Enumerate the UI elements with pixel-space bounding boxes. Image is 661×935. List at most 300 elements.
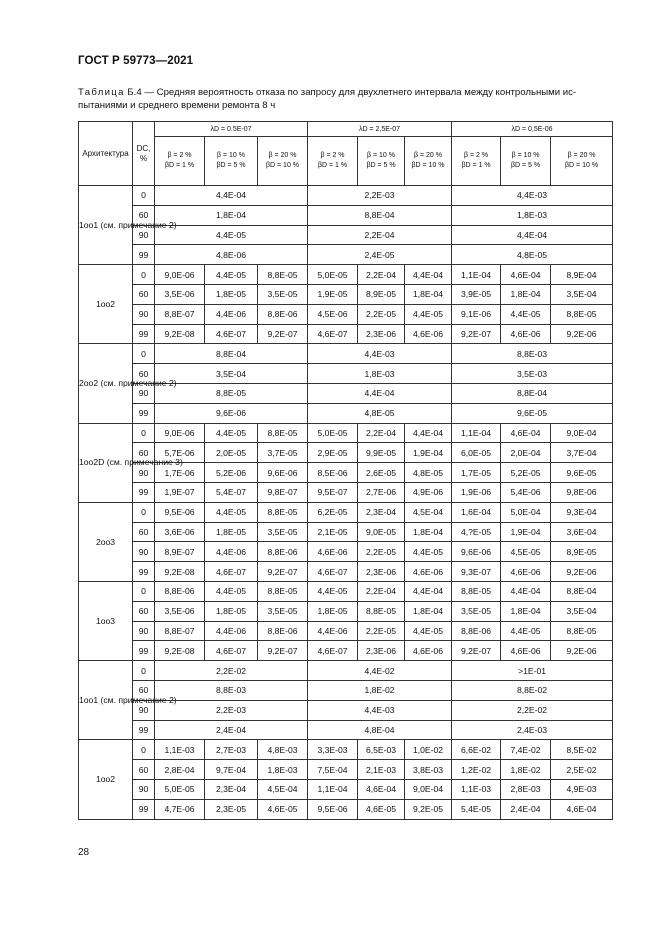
value-cell: 9,8E-06 [551, 482, 613, 502]
value-cell: 9,6E-05 [551, 463, 613, 483]
value-cell: 2,5E-02 [551, 760, 613, 780]
value-cell: 2,9E-05 [308, 443, 358, 463]
value-cell: 9,0E-04 [405, 779, 452, 799]
value-cell: 1,9E-06 [452, 482, 501, 502]
value-cell: 1,8E-03 [452, 205, 613, 225]
architecture-cell: 1oo3 [79, 581, 133, 660]
value-cell: 9,2E-07 [452, 641, 501, 661]
value-cell: 8,8E-07 [155, 621, 205, 641]
table-row [79, 522, 613, 542]
dc-cell: 60 [133, 680, 155, 700]
table-row [79, 562, 613, 582]
value-cell: 3,6E-06 [155, 522, 205, 542]
dc-cell: 90 [133, 621, 155, 641]
value-cell: 8,8E-04 [155, 344, 308, 364]
value-cell: 2,3E-06 [358, 641, 405, 661]
value-cell: 9,6E-06 [452, 542, 501, 562]
value-cell: 6,2E-05 [308, 502, 358, 522]
table-row [79, 304, 613, 324]
value-cell: 3,9E-05 [452, 284, 501, 304]
dc-cell: 90 [133, 779, 155, 799]
dc-cell: 90 [133, 463, 155, 483]
value-cell: 8,8E-04 [452, 383, 613, 403]
value-cell: 2,2E-03 [155, 700, 308, 720]
value-cell: 1,8E-04 [155, 205, 308, 225]
dc-cell: 99 [133, 482, 155, 502]
beta-header [452, 137, 501, 186]
value-cell: 4,4E-05 [205, 502, 258, 522]
value-cell: 9,0E-05 [358, 522, 405, 542]
value-cell: 4,4E-06 [205, 542, 258, 562]
value-cell: 4,?E-05 [452, 522, 501, 542]
value-cell: 5,2E-05 [501, 463, 551, 483]
value-cell: 4,4E-04 [308, 383, 452, 403]
value-cell: 2,0E-05 [205, 443, 258, 463]
value-cell: 4,5E-06 [308, 304, 358, 324]
dc-cell: 60 [133, 364, 155, 384]
value-cell: 9,2E-07 [258, 641, 308, 661]
value-cell: 2,3E-04 [205, 779, 258, 799]
dc-cell: 90 [133, 383, 155, 403]
value-cell: 2,3E-06 [358, 562, 405, 582]
dc-cell: 90 [133, 225, 155, 245]
value-cell: 9,3E-04 [551, 502, 613, 522]
value-cell: 2,3E-04 [358, 502, 405, 522]
value-cell: 2,7E-06 [358, 482, 405, 502]
beta-header [308, 137, 358, 186]
dc-cell: 60 [133, 760, 155, 780]
beta-header [155, 137, 205, 186]
dc-cell: 0 [133, 661, 155, 681]
value-cell: 2,2E-02 [452, 700, 613, 720]
dc-cell: 0 [133, 344, 155, 364]
value-cell: 9,6E-06 [258, 463, 308, 483]
value-cell: 4,6E-06 [405, 562, 452, 582]
value-cell: 9,2E-06 [551, 324, 613, 344]
value-cell: 4,4E-05 [205, 265, 258, 285]
value-cell: 8,5E-02 [551, 740, 613, 760]
beta-d-value: βD = 10 % [266, 162, 300, 169]
beta-value: β = 20 % [268, 152, 297, 159]
table-row [79, 482, 613, 502]
value-cell: 2,2E-04 [358, 581, 405, 601]
value-cell: 9,2E-07 [258, 562, 308, 582]
value-cell: 8,9E-05 [551, 542, 613, 562]
dc-header-label: DC, [136, 143, 151, 153]
dc-cell: 90 [133, 700, 155, 720]
value-cell: 5,4E-06 [501, 482, 551, 502]
value-cell: 8,8E-05 [551, 621, 613, 641]
value-cell: 1,9E-05 [308, 284, 358, 304]
table-row [79, 284, 613, 304]
dc-cell: 0 [133, 423, 155, 443]
value-cell: 3,8E-03 [405, 760, 452, 780]
beta-d-value: βD = 5 % [366, 162, 396, 169]
value-cell: 9,8E-07 [258, 482, 308, 502]
caption-text: — Средняя вероятность отказа по запросу для двухлетнего интервала между контрольными испытаниями и среднего времени ремонта 8 ч [78, 87, 577, 111]
beta-d-value: βD = 5 % [510, 162, 541, 169]
value-cell: 9,0E-04 [551, 423, 613, 443]
value-cell: 8,8E-06 [452, 621, 501, 641]
value-cell: 1,8E-04 [501, 601, 551, 621]
table-row [79, 760, 613, 780]
value-cell: 4,6E-07 [205, 324, 258, 344]
value-cell: 1,8E-03 [258, 760, 308, 780]
value-cell: 8,8E-05 [155, 383, 308, 403]
value-cell: 1,1E-04 [452, 423, 501, 443]
value-cell: 3,5E-04 [551, 601, 613, 621]
value-cell: 4,6E-07 [308, 562, 358, 582]
beta-header [405, 137, 452, 186]
beta-d-value: βD = 10 % [411, 162, 445, 169]
value-cell: 9,2E-05 [405, 799, 452, 819]
value-cell: 1,7E-06 [155, 463, 205, 483]
value-cell: 4,4E-02 [308, 661, 452, 681]
value-cell: 4,4E-05 [205, 581, 258, 601]
value-cell: 4,6E-05 [258, 799, 308, 819]
value-cell: 4,6E-06 [501, 324, 551, 344]
value-cell: 1,6E-04 [452, 502, 501, 522]
dc-cell: 99 [133, 562, 155, 582]
value-cell: 3,5E-03 [452, 364, 613, 384]
dc-cell: 99 [133, 403, 155, 423]
value-cell: 3,6E-04 [551, 522, 613, 542]
table-row [79, 661, 613, 681]
dc-cell: 0 [133, 581, 155, 601]
value-cell: 1,8E-04 [501, 284, 551, 304]
value-cell: 4,4E-06 [205, 304, 258, 324]
value-cell: 8,8E-05 [551, 304, 613, 324]
value-cell: 4,5E-04 [405, 502, 452, 522]
value-cell: 4,4E-05 [405, 304, 452, 324]
value-cell: 4,4E-04 [405, 423, 452, 443]
table-caption [78, 86, 618, 112]
value-cell: 3,5E-06 [155, 284, 205, 304]
value-cell: 4,4E-04 [501, 581, 551, 601]
table-row [79, 621, 613, 641]
value-cell: 4,9E-06 [405, 482, 452, 502]
value-cell: 4,8E-03 [258, 740, 308, 760]
beta-value: β = 10 % [367, 152, 395, 159]
table-body [79, 186, 613, 820]
value-cell: 4,8E-04 [308, 720, 452, 740]
table-row [79, 641, 613, 661]
value-cell: 2,2E-04 [358, 265, 405, 285]
value-cell: 2,4E-03 [452, 720, 613, 740]
value-cell: 1,8E-04 [405, 601, 452, 621]
value-cell: 4,8E-06 [155, 245, 308, 265]
value-cell: 3,5E-05 [452, 601, 501, 621]
table-row [79, 740, 613, 760]
value-cell: 9,0E-06 [155, 265, 205, 285]
value-cell: 4,6E-05 [358, 799, 405, 819]
value-cell: 8,8E-02 [452, 680, 613, 700]
table-row [79, 324, 613, 344]
value-cell: 2,3E-05 [205, 799, 258, 819]
value-cell: 1,8E-02 [501, 760, 551, 780]
beta-d-value: βD = 1 % [317, 162, 348, 169]
value-cell: 4,6E-06 [405, 324, 452, 344]
value-cell: 1,9E-04 [405, 443, 452, 463]
value-cell: 9,5E-07 [308, 482, 358, 502]
value-cell: 5,0E-05 [308, 265, 358, 285]
value-cell: 8,8E-05 [258, 581, 308, 601]
value-cell: 1,0E-02 [405, 740, 452, 760]
table-row [79, 265, 613, 285]
dc-cell: 99 [133, 641, 155, 661]
value-cell: 4,4E-05 [405, 542, 452, 562]
beta-d-value: βD = 10 % [565, 162, 599, 169]
value-cell: 1,1E-04 [308, 779, 358, 799]
value-cell: 1,1E-03 [452, 779, 501, 799]
value-cell: 4,6E-07 [205, 562, 258, 582]
value-cell: 1,9E-04 [501, 522, 551, 542]
value-cell: 3,7E-05 [258, 443, 308, 463]
value-cell: 4,6E-04 [501, 423, 551, 443]
value-cell: 5,0E-04 [501, 502, 551, 522]
dc-cell: 60 [133, 522, 155, 542]
value-cell: 1,8E-05 [308, 601, 358, 621]
value-cell: 4,4E-05 [405, 621, 452, 641]
value-cell: 3,5E-05 [258, 601, 308, 621]
value-cell: 9,2E-08 [155, 562, 205, 582]
beta-d-value: βD = 1 % [461, 162, 491, 169]
value-cell: 6,0E-05 [452, 443, 501, 463]
beta-header [205, 137, 258, 186]
dc-cell: 0 [133, 502, 155, 522]
value-cell: 4,4E-04 [155, 186, 308, 206]
value-cell: 2,6E-05 [358, 463, 405, 483]
architecture-cell: 1oo1 (см. примечание 2) [79, 661, 133, 740]
value-cell: 1,8E-02 [308, 680, 452, 700]
dc-header [133, 122, 155, 186]
value-cell: 2,2E-04 [308, 225, 452, 245]
value-cell: 2,2E-05 [358, 542, 405, 562]
dc-cell: 60 [133, 284, 155, 304]
value-cell: 8,8E-03 [155, 680, 308, 700]
table-row [79, 423, 613, 443]
value-cell: 4,4E-05 [501, 621, 551, 641]
value-cell: 9,7E-04 [205, 760, 258, 780]
value-cell: 3,5E-06 [155, 601, 205, 621]
value-cell: 4,4E-03 [308, 700, 452, 720]
value-cell: 4,4E-04 [452, 225, 613, 245]
beta-d-value: βD = 1 % [164, 162, 195, 169]
value-cell: 1,8E-05 [205, 522, 258, 542]
value-cell: 2,8E-03 [501, 779, 551, 799]
lambda-header-3: λD = 0,5E-06 [452, 122, 613, 137]
beta-header [258, 137, 308, 186]
value-cell: 9,0E-06 [155, 423, 205, 443]
value-cell: 8,8E-05 [452, 581, 501, 601]
architecture-cell: 2oo3 [79, 502, 133, 581]
value-cell: 8,8E-05 [358, 601, 405, 621]
value-cell: 1,9E-07 [155, 482, 205, 502]
table-row [79, 581, 613, 601]
value-cell: 9,2E-08 [155, 641, 205, 661]
value-cell: 8,8E-06 [258, 621, 308, 641]
table-row [79, 403, 613, 423]
beta-value: β = 2 % [167, 152, 192, 159]
value-cell: 4,4E-06 [308, 621, 358, 641]
value-cell: 8,8E-07 [155, 304, 205, 324]
value-cell: 4,6E-07 [205, 641, 258, 661]
value-cell: 6,6E-02 [452, 740, 501, 760]
value-cell: 2,1E-05 [308, 522, 358, 542]
value-cell: 4,6E-07 [308, 324, 358, 344]
value-cell: 5,0E-05 [155, 779, 205, 799]
value-cell: 4,6E-06 [308, 542, 358, 562]
probability-table [78, 121, 613, 820]
value-cell: 9,2E-06 [551, 641, 613, 661]
value-cell: 3,5E-04 [155, 364, 308, 384]
value-cell: 3,7E-04 [551, 443, 613, 463]
value-cell: >1E-01 [452, 661, 613, 681]
value-cell: 4,6E-04 [551, 799, 613, 819]
value-cell: 4,4E-04 [405, 265, 452, 285]
beta-value: β = 2 % [320, 152, 345, 159]
value-cell: 4,4E-05 [308, 581, 358, 601]
value-cell: 7,5E-04 [308, 760, 358, 780]
value-cell: 2,1E-03 [358, 760, 405, 780]
table-row [79, 799, 613, 819]
dc-header-unit: % [139, 153, 148, 163]
dc-cell: 0 [133, 186, 155, 206]
lambda-header-1: λD = 0.5E-07 [155, 122, 308, 137]
value-cell: 4,6E-06 [501, 562, 551, 582]
caption-label: Таблица [78, 87, 125, 98]
value-cell: 1,8E-04 [405, 522, 452, 542]
dc-cell: 99 [133, 720, 155, 740]
value-cell: 4,4E-05 [155, 225, 308, 245]
value-cell: 7,4E-02 [501, 740, 551, 760]
value-cell: 1,7E-05 [452, 463, 501, 483]
dc-cell: 0 [133, 265, 155, 285]
value-cell: 2,0E-04 [501, 443, 551, 463]
architecture-cell: 1oo2 [79, 740, 133, 819]
beta-value: β = 10 % [511, 152, 540, 159]
table-row [79, 601, 613, 621]
value-cell: 8,5E-06 [308, 463, 358, 483]
architecture-cell: 1oo2 [79, 265, 133, 344]
dc-cell: 0 [133, 740, 155, 760]
value-cell: 9,9E-05 [358, 443, 405, 463]
value-cell: 9,6E-05 [452, 403, 613, 423]
architecture-header: Архитектура [79, 122, 133, 186]
value-cell: 6,5E-03 [358, 740, 405, 760]
value-cell: 4,6E-04 [501, 265, 551, 285]
table-row [79, 542, 613, 562]
value-cell: 4,6E-07 [308, 641, 358, 661]
value-cell: 2,2E-04 [358, 423, 405, 443]
dc-cell: 60 [133, 443, 155, 463]
value-cell: 9,3E-07 [452, 562, 501, 582]
value-cell: 4,4E-03 [452, 186, 613, 206]
value-cell: 9,5E-06 [308, 799, 358, 819]
value-cell: 9,1E-06 [452, 304, 501, 324]
value-cell: 5,7E-06 [155, 443, 205, 463]
table-row [79, 245, 613, 265]
value-cell: 4,4E-05 [501, 304, 551, 324]
dc-cell: 99 [133, 324, 155, 344]
value-cell: 1,1E-04 [452, 265, 501, 285]
architecture-cell: 2oo2 (см. примечание 2) [79, 344, 133, 423]
value-cell: 4,8E-05 [405, 463, 452, 483]
table-row [79, 186, 613, 206]
value-cell: 4,4E-05 [205, 423, 258, 443]
value-cell: 2,4E-05 [308, 245, 452, 265]
value-cell: 2,2E-05 [358, 621, 405, 641]
value-cell: 9,2E-06 [551, 562, 613, 582]
beta-d-value: βD = 5 % [216, 162, 246, 169]
beta-header [358, 137, 405, 186]
value-cell: 2,2E-02 [155, 661, 308, 681]
value-cell: 8,9E-07 [155, 542, 205, 562]
document-title: ГОСТ Р 59773—2021 [78, 55, 194, 67]
table-row [79, 344, 613, 364]
value-cell: 5,4E-07 [205, 482, 258, 502]
value-cell: 2,2E-03 [308, 186, 452, 206]
table-row [79, 779, 613, 799]
value-cell: 8,9E-05 [358, 284, 405, 304]
beta-value: β = 20 % [567, 152, 596, 159]
value-cell: 8,8E-05 [258, 265, 308, 285]
value-cell: 9,6E-06 [155, 403, 308, 423]
caption-number: Б.4 [127, 87, 142, 98]
value-cell: 1,8E-05 [205, 284, 258, 304]
table-row [79, 502, 613, 522]
value-cell: 8,8E-04 [308, 205, 452, 225]
value-cell: 4,6E-06 [501, 641, 551, 661]
value-cell: 8,8E-05 [258, 502, 308, 522]
dc-cell: 90 [133, 542, 155, 562]
dc-cell: 99 [133, 799, 155, 819]
dc-cell: 99 [133, 245, 155, 265]
value-cell: 9,5E-06 [155, 502, 205, 522]
value-cell: 2,4E-04 [501, 799, 551, 819]
value-cell: 5,4E-05 [452, 799, 501, 819]
dc-cell: 90 [133, 304, 155, 324]
value-cell: 1,1E-03 [155, 740, 205, 760]
dc-cell: 60 [133, 205, 155, 225]
value-cell: 5,0E-05 [308, 423, 358, 443]
value-cell: 2,2E-05 [358, 304, 405, 324]
value-cell: 4,6E-04 [358, 779, 405, 799]
value-cell: 8,8E-06 [155, 581, 205, 601]
dc-cell: 60 [133, 601, 155, 621]
lambda-header-2: λD = 2,5E-07 [308, 122, 452, 137]
value-cell: 4,4E-06 [205, 621, 258, 641]
value-cell: 1,2E-02 [452, 760, 501, 780]
value-cell: 4,8E-05 [308, 403, 452, 423]
value-cell: 8,8E-04 [551, 581, 613, 601]
value-cell: 4,5E-04 [258, 779, 308, 799]
value-cell: 3,5E-05 [258, 284, 308, 304]
architecture-cell: 1oo1 (см. примечание 2) [79, 186, 133, 265]
beta-value: β = 20 % [414, 152, 442, 159]
value-cell: 4,6E-06 [405, 641, 452, 661]
architecture-cell: 1oo2D (см. примечание 3) [79, 423, 133, 502]
value-cell: 8,8E-05 [258, 423, 308, 443]
value-cell: 4,7E-06 [155, 799, 205, 819]
beta-value: β = 10 % [217, 152, 245, 159]
value-cell: 2,8E-04 [155, 760, 205, 780]
value-cell: 2,7E-03 [205, 740, 258, 760]
value-cell: 9,2E-08 [155, 324, 205, 344]
value-cell: 2,3E-06 [358, 324, 405, 344]
value-cell: 8,9E-04 [551, 265, 613, 285]
value-cell: 8,8E-06 [258, 304, 308, 324]
